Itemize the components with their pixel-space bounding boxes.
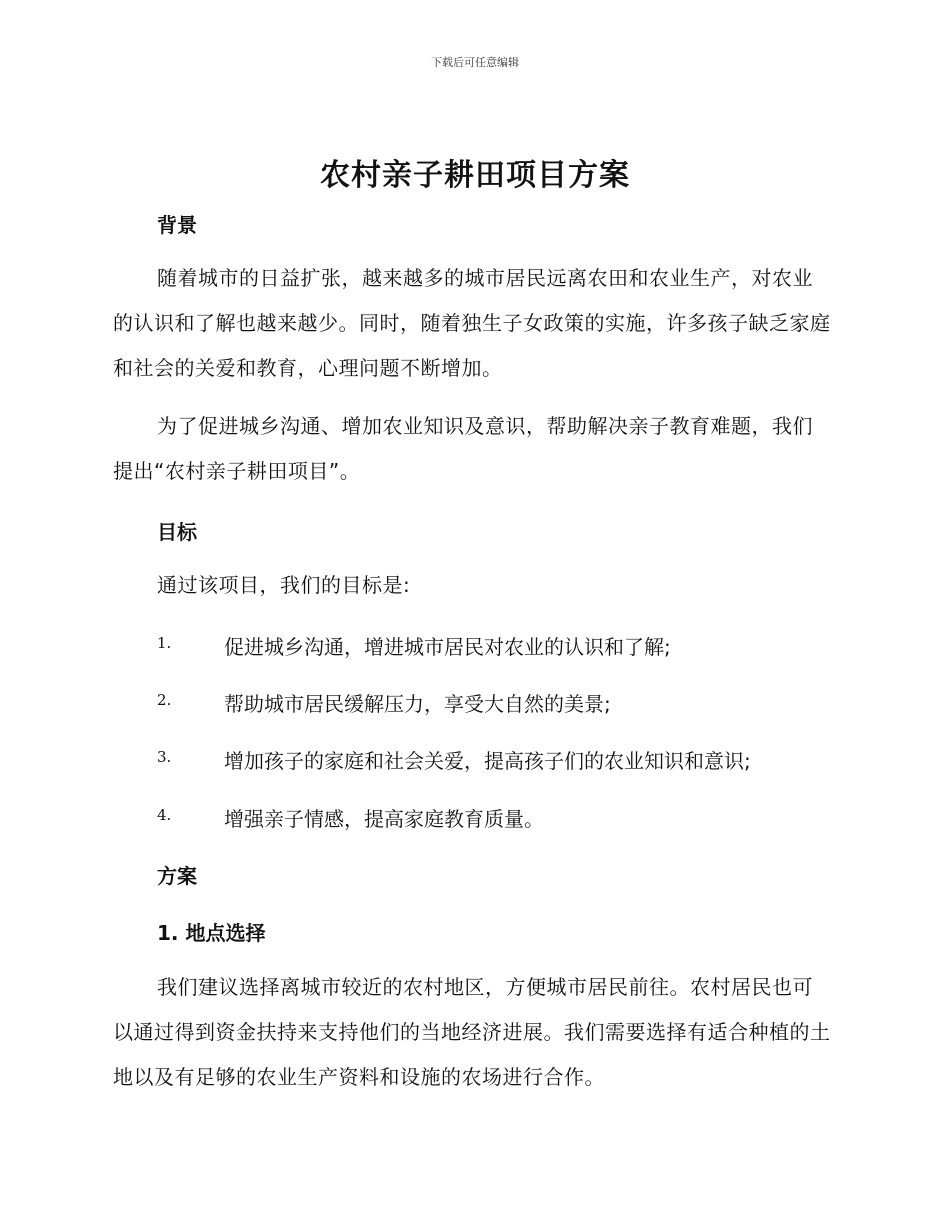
list-number: 1. <box>157 634 172 652</box>
background-paragraph-2: 为了促进城乡沟通、增加农业知识及意识，帮助解决亲子教育难题，我们提出“农村亲子耕田项目”。 <box>113 414 813 483</box>
section-heading-plan: 方案 <box>157 864 197 888</box>
section-heading-background: 背景 <box>157 213 197 237</box>
list-number: 2. <box>157 691 172 709</box>
list-number: 3. <box>157 748 172 766</box>
page-header-note: 下载后可任意编辑 <box>431 56 519 69</box>
list-text: 增加孩子的家庭和社会关爱，提高孩子们的农业知识和意识; <box>224 749 751 773</box>
background-paragraph-1: 随着城市的日益扩张，越来越多的城市居民远离农田和农业生产，对农业的认识和了解也越来越少。同时，随着独生子女政策的实施，许多孩子缺乏家庭和社会的关爱和教育，心理问题不断增加。 <box>113 266 831 380</box>
list-text: 促进城乡沟通，增进城市居民对农业的认识和了解; <box>224 635 671 659</box>
list-number: 4. <box>157 806 172 824</box>
list-text: 增强亲子情感，提高家庭教育质量。 <box>224 807 544 831</box>
document-title: 农村亲子耕田项目方案 <box>320 158 630 193</box>
plan-location-paragraph: 我们建议选择离城市较近的农村地区，方便城市居民前往。农村居民也可以通过得到资金扶持来支持他们的当地经济进展。我们需要选择有适合种植的土地以及有足够的农业生产资料和设施的农场进行合作。 <box>113 975 831 1089</box>
subsection-heading-location: 1. 地点选择 <box>157 921 266 945</box>
goals-intro: 通过该项目，我们的目标是: <box>157 573 411 597</box>
list-text: 帮助城市居民缓解压力，享受大自然的美景; <box>224 692 611 716</box>
section-heading-goals: 目标 <box>157 520 197 544</box>
